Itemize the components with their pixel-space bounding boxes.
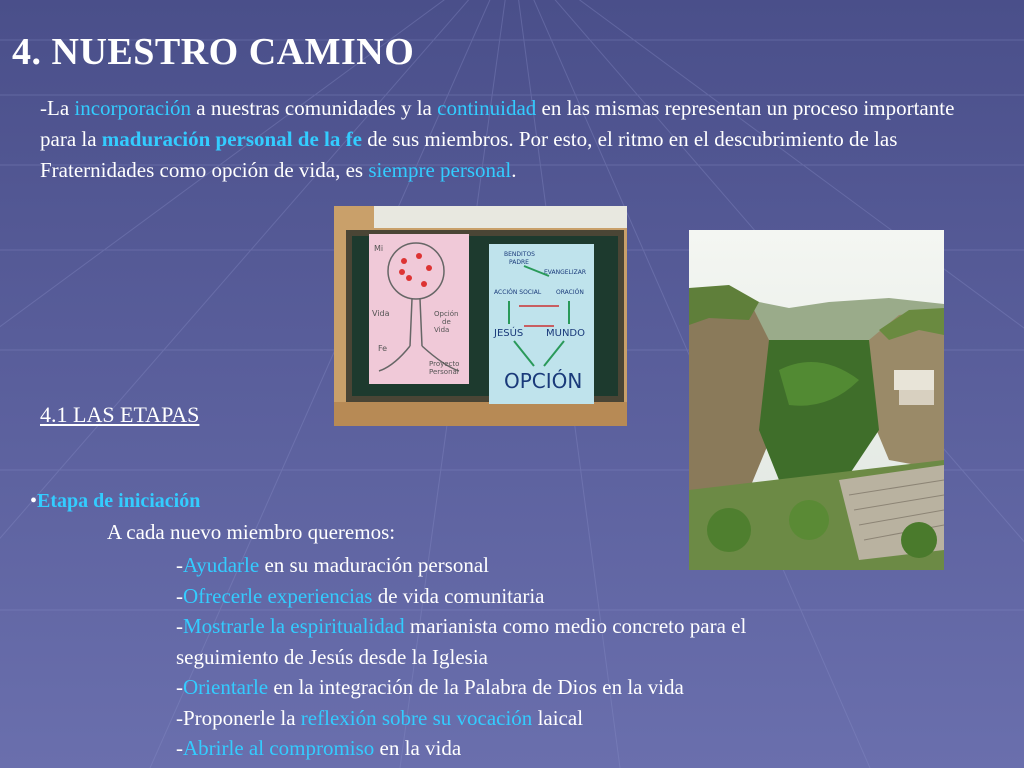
intro-text: a nuestras comunidades y la — [191, 96, 438, 120]
intro-text: . — [511, 158, 517, 182]
highlighted-text: reflexión sobre su vocación — [300, 705, 533, 730]
highlighted-text: Orientarle — [183, 675, 269, 699]
poster-left-word: Personal — [429, 368, 459, 376]
stage-title: Etapa de iniciación — [37, 490, 201, 512]
highlighted-text: continuidad — [437, 96, 537, 120]
stage-item — [176, 611, 746, 642]
section-heading: 4.1 LAS ETAPAS — [40, 402, 200, 427]
canyon-landscape-photo — [689, 230, 944, 570]
poster-left-word: Vida — [372, 309, 390, 318]
intro-text: de sus miembros. Por esto, el ritmo en el descubrimiento de las Fraternidades como opción de vida, es — [40, 127, 898, 182]
intro-text: en las mismas representan un proceso importante para la — [40, 96, 955, 151]
highlighted-text: Ayudarle — [183, 553, 260, 577]
item-text: - — [176, 675, 183, 699]
item-text: seguimiento de Jesús desde la Iglesia — [176, 644, 489, 669]
poster-left-word: Proyecto — [429, 360, 460, 368]
poster-left-word: Mi — [374, 244, 384, 253]
item-text: marianista como medio concreto para el — [404, 614, 747, 638]
poster-right-word: OPCIÓN — [504, 369, 583, 393]
stage-items-list — [176, 550, 746, 764]
highlighted-text: siempre personal — [368, 158, 512, 182]
slide-title: 4. NUESTRO CAMINO — [12, 31, 415, 73]
item-text: -Proponerle la — [176, 705, 301, 730]
poster-left-word: Fe — [378, 344, 388, 353]
poster-right-word: ACCIÓN SOCIAL — [494, 289, 542, 296]
item-text: - — [176, 553, 183, 577]
stage-heading — [30, 490, 200, 513]
poster-right-word: JESÚS — [494, 328, 524, 339]
poster-right-word: EVANGELIZAR — [544, 269, 587, 276]
item-text: - — [176, 614, 183, 638]
intro-text: -La — [40, 96, 75, 120]
poster-right-word: PADRE — [509, 259, 529, 266]
item-text: en la vida — [374, 736, 462, 760]
item-text: en la integración de la Palabra de Dios en la vida — [268, 675, 684, 699]
poster-right-word: ORACIÓN — [556, 289, 584, 296]
item-text: de vida comunitaria — [372, 583, 545, 608]
highlighted-text: incorporación — [74, 96, 192, 120]
poster-left-word: Vida — [434, 326, 450, 334]
classroom-board-photo — [334, 206, 627, 426]
stage-item — [176, 581, 746, 612]
highlighted-text: Ofrecerle experiencias — [183, 583, 373, 608]
poster-right-word: MUNDO — [546, 328, 585, 339]
stage-item — [176, 733, 746, 764]
poster-left-word: de — [442, 318, 451, 326]
item-text: laical — [532, 705, 584, 730]
stage-item — [176, 703, 746, 734]
highlighted-text: Mostrarle la espiritualidad — [183, 614, 405, 638]
highlighted-text: Abrirle al compromiso — [183, 736, 375, 760]
highlighted-bold-text: maduración personal de la fe — [101, 127, 362, 151]
stage-item — [176, 550, 746, 581]
stage-item — [176, 642, 746, 673]
poster-left-word: Opción — [434, 310, 459, 318]
bullet-mark: • — [30, 490, 38, 512]
intro-paragraph — [40, 93, 990, 186]
item-text: - — [176, 583, 183, 608]
item-text: - — [176, 736, 183, 760]
stage-item — [176, 672, 746, 703]
item-text: en su maduración personal — [259, 553, 489, 577]
stage-lead: A cada nuevo miembro queremos: — [107, 520, 396, 544]
poster-right-word: BENDITOS — [504, 251, 535, 258]
